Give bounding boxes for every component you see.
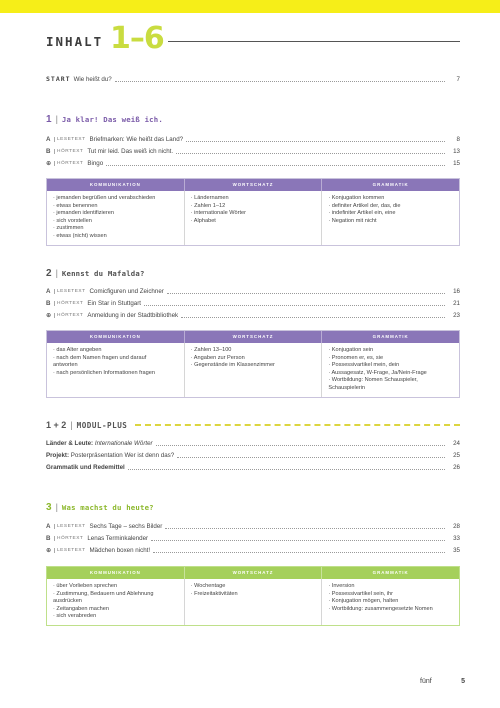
ch1-entry-a[interactable]: A LESETEXT Briefmarken: Wie heißt das Land? 8 [46, 135, 460, 143]
kommunikation-col: · jemanden begrüßen und verabschieden · etwas benennen · jemanden identifizieren · sich vorstellen · zustimmen · etwas (nicht) wissen [53, 195, 156, 239]
col-header: KOMMUNIKATION [89, 570, 141, 575]
plus-icon: ⊕ [46, 546, 52, 554]
wortschatz-col: · Ländernamen · Zahlen 1–12 · internationale Wörter · Alphabet [184, 191, 322, 245]
chapter-number: 3 [46, 501, 52, 513]
modul-number: 1 + 2 [46, 420, 67, 430]
ch3-entry-a[interactable]: A LESETEXT Sechs Tage – sechs Bilder 28 [46, 522, 460, 530]
modul-entry-laender[interactable]: Länder & Leute: Internationale Wörter 24 [46, 439, 460, 447]
col-header: KOMMUNIKATION [89, 334, 141, 339]
col-header: GRAMMATIK [321, 567, 459, 579]
modul-entry-grammatik[interactable]: Grammatik und Redemittel 26 [46, 463, 460, 471]
ch3-entry-plus[interactable]: ⊕ LESETEXT Mädchen boxen nicht! 35 [46, 546, 460, 554]
ch1-entry-plus[interactable]: ⊕ HÖRTEXT Bingo 15 [46, 159, 460, 167]
modul-dashed-rule [135, 424, 460, 426]
page-footer [420, 678, 465, 690]
entry-title: Wie heißt du? [73, 75, 112, 83]
ch2-entry-a[interactable]: A LESETEXT Comicfiguren und Zeichner 16 [46, 287, 460, 295]
chapter-range: 1–6 [110, 21, 164, 56]
kommunikation-col: · über Vorlieben sprechen · Zustimmung, Bedauern und Ablehnung ausdrücken · Zeitangaben machen · sich verabreden [53, 583, 154, 620]
page-number: 5 [461, 678, 465, 685]
ch1-entry-b[interactable]: B HÖRTEXT Tut mir leid. Das weiß ich nicht. 13 [46, 147, 460, 155]
chapter-title: Was machst du heute? [61, 502, 154, 512]
chapter-2-heading[interactable]: 2 | Kennst du Mafalda? [46, 267, 145, 279]
start-entry[interactable] [46, 74, 460, 84]
chapter-title: Kennst du Mafalda? [61, 268, 145, 278]
grammatik-col: · Konjugation sein · Pronomen er, es, sie · Possessivartikel mein, dein · Aussagesatz, W-Frage, Ja/Nein-Frage · Wortbildung: Nomen Schauspieler, Schauspielerin [321, 343, 459, 397]
start-label: START [46, 75, 71, 83]
grammatik-col: · Inversion · Possessivartikel sein, ihr · Konjugation mögen, halten · Wortbildung: zusammengesetzte Nomen [321, 579, 459, 625]
chapter-number: 2 [46, 267, 52, 279]
wortschatz-col: · Zahlen 13–100 · Angaben zur Person · Gegenstände im Klassenzimmer [184, 343, 322, 397]
ch2-entry-b[interactable]: B HÖRTEXT Ein Star in Stuttgart 21 [46, 299, 460, 307]
ch2-entry-plus[interactable]: ⊕ HÖRTEXT Anmeldung in der Stadtbibliothek 23 [46, 311, 460, 319]
modul-plus-heading[interactable]: 1 + 2 | MODUL-PLUS [46, 418, 460, 432]
header-rule [168, 41, 460, 42]
kommunikation-col: · das Alter angeben · nach dem Namen fragen und darauf antworten · nach persönlichen Informationen fragen [53, 347, 155, 376]
chapter-title: Ja klar! Das weiß ich. [61, 114, 163, 124]
inhalt-title: INHALT [46, 34, 104, 49]
chapter-number: 1 [46, 113, 52, 125]
plus-icon: ⊕ [46, 159, 52, 167]
col-header: KOMMUNIKATION [89, 182, 141, 187]
page-word: fünf [420, 678, 432, 685]
plus-icon: ⊕ [46, 311, 52, 319]
ch1-overview-table [46, 178, 460, 246]
ch3-entry-b[interactable]: B HÖRTEXT Lenas Terminkalender 33 [46, 534, 460, 542]
col-header: WORTSCHATZ [184, 179, 322, 191]
toc-header [46, 22, 460, 62]
grammatik-col: · Konjugation kommen · definiter Artikel der, das, die · indefiniter Artikel ein, eine · Negation mit nicht [321, 191, 459, 245]
col-header: WORTSCHATZ [184, 567, 322, 579]
col-header: WORTSCHATZ [184, 331, 322, 343]
modul-title: MODUL-PLUS [76, 420, 128, 430]
chapter-3-heading[interactable]: 3 | Was machst du heute? [46, 501, 154, 513]
modul-entry-projekt[interactable]: Projekt: Posterpräsentation Wer ist denn das? 25 [46, 451, 460, 459]
ch2-overview-table [46, 330, 460, 398]
top-color-band [0, 0, 500, 13]
ch3-overview-table [46, 566, 460, 626]
wortschatz-col: · Wochentage · Freizeitaktivitäten [184, 579, 322, 625]
chapter-1-heading[interactable]: 1 | Ja klar! Das weiß ich. [46, 113, 163, 125]
entry-page: 7 [456, 75, 460, 83]
col-header: GRAMMATIK [321, 179, 459, 191]
col-header: GRAMMATIK [321, 331, 459, 343]
